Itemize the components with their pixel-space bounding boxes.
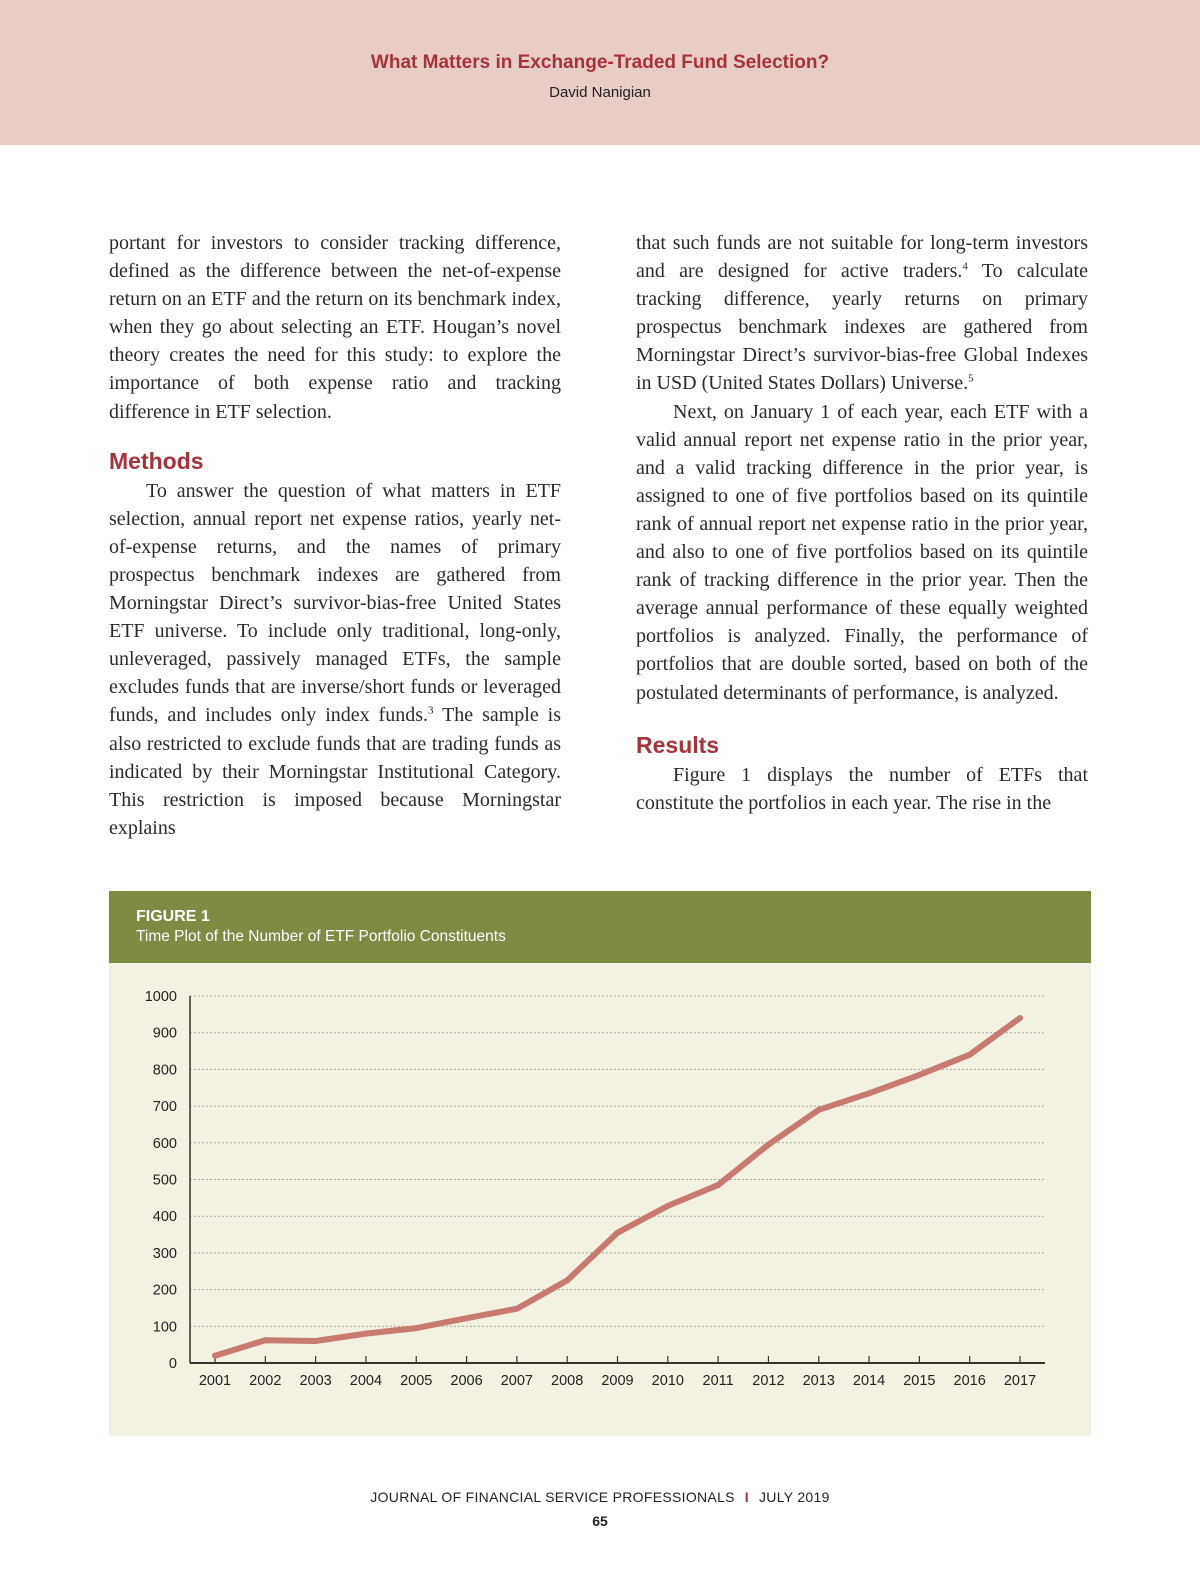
results-paragraph: Figure 1 displays the number of ETFs that constitute the portfolios in each year. The rise in the: [636, 763, 1088, 814]
x-tick-label-2009: 2009: [601, 1373, 634, 1389]
article-title: What Matters in Exchange-Traded Fund Selection?: [370, 52, 830, 73]
series-line-0: [215, 1018, 1020, 1356]
figure-1: [109, 891, 1091, 1436]
y-tick-label-0: 0: [168, 1356, 177, 1372]
x-tick-label-2003: 2003: [299, 1373, 332, 1389]
y-tick-label-100: 100: [152, 1319, 177, 1336]
figure-label: FIGURE 1: [136, 908, 210, 925]
footnote-3[interactable]: 3: [428, 704, 434, 717]
x-tick-label-2011: 2011: [702, 1373, 734, 1389]
x-tick-label-2017: 2017: [1003, 1373, 1037, 1389]
right-paragraph-1: [636, 229, 1088, 398]
data-point-2011: [715, 1182, 721, 1188]
right-paragraph-2: Next, on January 1 of each year, each ETF with a valid annual report net expense ratio in the prior year, and a valid tracking difference in the prior year, is assigned to one of five portfolios based on its quintile rank of annual report net expense ratio in the prior year, and also to one of five portfolios based on its quintile rank of tracking difference in the prior year. Then the average annual performance of these equally weighted portfolios is analyzed. Finally, the performance of portfolios that are double sorted, based on both of the postulated determinants of performance, is analyzed.: [636, 400, 1088, 704]
footnote-5[interactable]: 5: [968, 372, 974, 385]
data-point-2012: [765, 1142, 771, 1148]
y-tick-label-700: 700: [152, 1099, 177, 1116]
methods-text-a: To answer the question of what matters in ETF selection, annual report net expense ratios, yearly net-of-expense returns, and the names of primary prospectus benchmark indexes are gathered from Morningstar Direct’s survivor-bias-free United States ETF universe. To include only traditional, long-only, unleveraged, passively managed ETFs, the sample excludes funds that are inverse/short funds or leveraged funds, and includes only index funds.: [109, 479, 561, 727]
y-tick-label-300: 300: [152, 1245, 177, 1262]
x-tick-label-2010: 2010: [651, 1373, 684, 1389]
data-point-2009: [615, 1230, 621, 1236]
footer: [0, 1489, 1200, 1505]
data-point-2017: [1017, 1015, 1023, 1021]
data-point-2003: [313, 1338, 319, 1344]
page-number: 65: [592, 1513, 608, 1529]
data-point-2015: [916, 1072, 922, 1078]
footnote-4[interactable]: 4: [962, 260, 968, 273]
x-tick-label-2001: 2001: [198, 1373, 232, 1389]
y-tick-label-200: 200: [152, 1282, 177, 1299]
data-point-2008: [564, 1277, 570, 1283]
x-tick-label-2012: 2012: [752, 1373, 785, 1389]
footer-separator: I: [744, 1489, 749, 1505]
figure-caption: Time Plot of the Number of ETF Portfolio Constituents: [136, 928, 506, 945]
figure-header: [109, 891, 1091, 963]
article-author: David Nanigian: [549, 84, 651, 101]
right-column: [636, 229, 1088, 817]
y-tick-label-500: 500: [152, 1172, 177, 1189]
data-point-2002: [262, 1337, 268, 1343]
x-tick-label-2005: 2005: [400, 1373, 433, 1389]
header-band: [0, 0, 1200, 145]
left-column: [109, 229, 561, 842]
x-tick-label-2008: 2008: [551, 1373, 584, 1389]
x-tick-label-2013: 2013: [802, 1373, 835, 1389]
data-point-2016: [967, 1052, 973, 1058]
x-tick-label-2014: 2014: [852, 1373, 886, 1389]
y-tick-label-400: 400: [152, 1209, 177, 1226]
x-tick-label-2004: 2004: [349, 1373, 383, 1389]
data-point-2014: [866, 1090, 872, 1096]
data-point-2007: [514, 1306, 520, 1312]
right-text-b: To calculate tracking difference, yearly returns on primary prospectus benchmark indexes are gathered from Morningstar Direct’s survivor-bias-free Global Indexes in USD (United States Dollars) Universe.: [636, 260, 1088, 395]
data-point-2010: [665, 1203, 671, 1209]
right-text-a: that such funds are not suitable for long-term investors and are designed for active traders.: [636, 232, 1088, 283]
x-tick-label-2006: 2006: [450, 1373, 483, 1389]
x-tick-label-2007: 2007: [500, 1373, 534, 1389]
x-tick-label-2015: 2015: [903, 1373, 936, 1389]
y-tick-label-900: 900: [152, 1025, 177, 1042]
y-tick-label-600: 600: [152, 1135, 177, 1152]
data-point-2004: [363, 1331, 369, 1337]
line-chart: [109, 963, 1091, 1436]
data-point-2005: [413, 1325, 419, 1331]
results-heading: Results: [636, 731, 720, 758]
intro-paragraph: portant for investors to consider tracking difference, defined as the difference between the net-of-expense return on an ETF and the return on its benchmark index, when they go about selecting an ETF. Hougan’s novel theory creates the need for this study: to explore the importance of both expense ratio and tracking difference in ETF selection.: [109, 232, 561, 423]
methods-heading: Methods: [109, 447, 204, 474]
data-point-2001: [212, 1353, 218, 1359]
methods-paragraph: [109, 477, 561, 842]
x-tick-label-2016: 2016: [953, 1373, 986, 1389]
methods-text-b: The sample is also restricted to exclude funds that are trading funds as indicated by their Morningstar Institutional Category. This restriction is imposed because Morningstar explains: [109, 704, 561, 839]
issue-date: JULY 2019: [759, 1489, 830, 1505]
data-point-2013: [816, 1107, 822, 1113]
y-tick-label-800: 800: [152, 1062, 177, 1079]
y-tick-label-1000: 1000: [144, 989, 177, 1005]
journal-name: JOURNAL OF FINANCIAL SERVICE PROFESSIONALS: [370, 1489, 735, 1505]
x-tick-label-2002: 2002: [249, 1373, 282, 1389]
data-point-2006: [464, 1315, 470, 1321]
